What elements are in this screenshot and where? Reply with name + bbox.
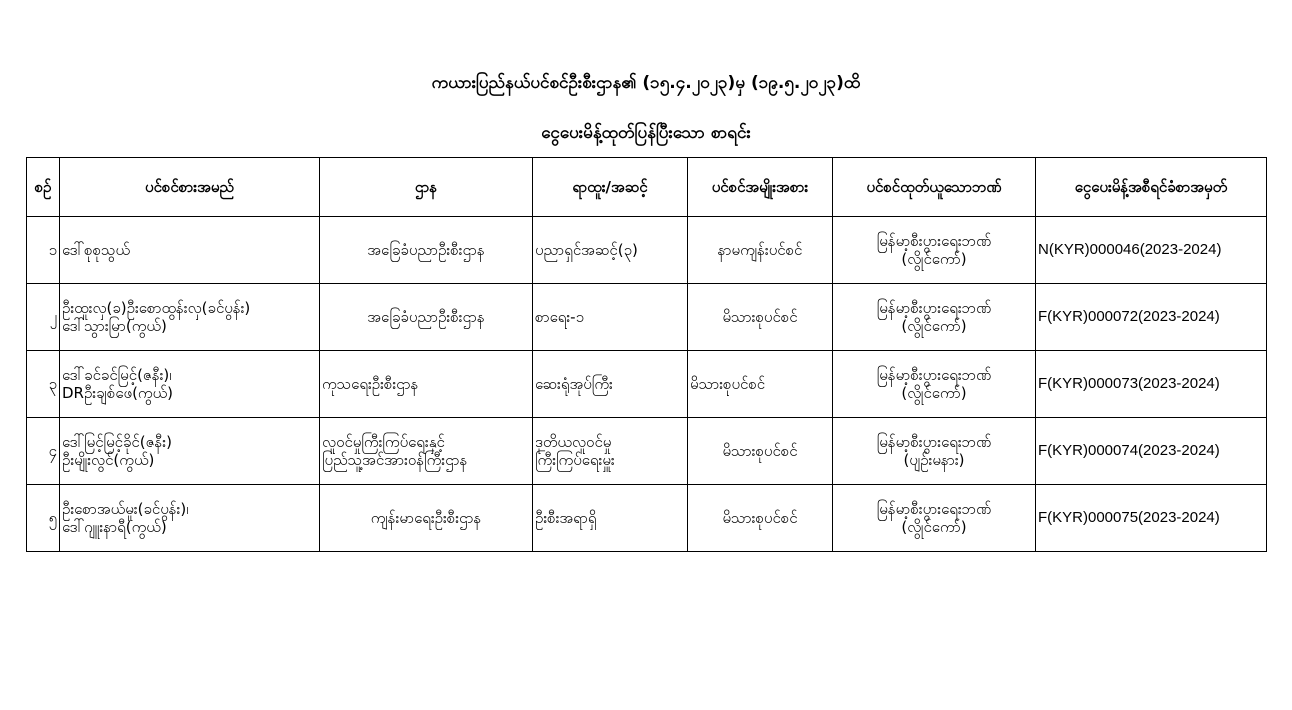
name-line: ဒေါ်သွားမြာ(ကွယ်) [62, 317, 167, 335]
row-bank [833, 418, 1036, 485]
row-position [533, 284, 688, 351]
bank-branch-line: (လွိုင်ကော်) [901, 518, 967, 536]
row-bank [833, 217, 1036, 284]
row-no: ၁ [27, 217, 60, 284]
row-position [533, 217, 688, 284]
row-department [320, 284, 533, 351]
name-line: ဒေါ်မြင့်မြင့်ခိုင်(ဇနီး) [62, 433, 172, 451]
header-department: ဌာန [320, 158, 533, 217]
position-line: ဒုတိယလူဝင်မှု [535, 433, 612, 451]
department-line: ကုသရေးဦးစီးဌာန [322, 375, 419, 393]
row-no: ၃ [27, 351, 60, 418]
row-name [60, 418, 320, 485]
position-line: ပညာရှင်အဆင့်(၃) [535, 241, 638, 259]
name-line: ဦးထူးလှ(ခ)ဦးစောထွန်းလှ(ခင်ပွန်း) [62, 299, 251, 317]
header-row [27, 158, 1267, 217]
name-line: ဒေါ်စုစုသွယ် [62, 241, 131, 259]
row-no: ၂ [27, 284, 60, 351]
row-pension-type: မိသားစုပင်စင် [688, 284, 833, 351]
header-position: ရာထူး/အဆင့် [533, 158, 688, 217]
bank-branch-line: (လွိုင်ကော်) [901, 317, 967, 335]
row-report-no: F(KYR)000075(2023-2024) [1036, 485, 1267, 552]
row-department [320, 485, 533, 552]
row-report-no: N(KYR)000046(2023-2024) [1036, 217, 1267, 284]
row-pension-type: မိသားစုပင်စင် [688, 351, 833, 418]
row-report-no: F(KYR)000072(2023-2024) [1036, 284, 1267, 351]
row-report-no: F(KYR)000073(2023-2024) [1036, 351, 1267, 418]
header-no: စဉ် [27, 158, 60, 217]
position-line: ဆေးရုံအုပ်ကြီး [535, 375, 613, 393]
department-line: ကျန်းမာရေးဦးစီးဌာန [370, 509, 482, 527]
department-line: ပြည်သူ့အင်အားဝန်ကြီးဌာန [322, 451, 468, 469]
row-bank [833, 351, 1036, 418]
bank-branch-line: (လွိုင်ကော်) [901, 384, 967, 402]
bank-line: မြန်မာ့စီးပွားရေးဘဏ် [876, 299, 992, 317]
header-report-no: ငွေပေးမိန့်အစီရင်ခံစာအမှတ် [1036, 158, 1267, 217]
department-line: လူဝင်မှုကြီးကြပ်ရေးနှင့် [322, 433, 445, 451]
pension-table [26, 157, 1267, 552]
bank-line: မြန်မာ့စီးပွားရေးဘဏ် [876, 433, 992, 451]
table-row [27, 485, 1267, 552]
row-name [60, 284, 320, 351]
bank-line: မြန်မာ့စီးပွားရေးဘဏ် [876, 232, 992, 250]
name-line: ဒေါ်ဂျူးနာရီ(ကွယ်) [62, 518, 167, 536]
row-department [320, 217, 533, 284]
bank-branch-line: (လွိုင်ကော်) [901, 250, 967, 268]
document-subtitle: ငွေပေးမိန့်ထုတ်ပြန်ပြီးသော စာရင်း [541, 123, 751, 143]
position-line: ဦးစီးအရာရှိ [535, 509, 597, 527]
table-row [27, 284, 1267, 351]
table-row [27, 217, 1267, 284]
row-pension-type: မိသားစုပင်စင် [688, 418, 833, 485]
table-row [27, 351, 1267, 418]
row-position [533, 418, 688, 485]
header-bank: ပင်စင်ထုတ်ယူသောဘဏ် [833, 158, 1036, 217]
document-title: ကယားပြည်နယ်ပင်စင်ဦးစီးဌာန၏ (၁၅.၄.၂၀၂၃)မှ (၁၉.၅.၂၀၂၃)ထိ [431, 73, 861, 93]
header-pension-type: ပင်စင်အမျိုးအစား [688, 158, 833, 217]
row-name [60, 217, 320, 284]
position-line: စာရေး-၁ [535, 308, 585, 326]
row-position [533, 351, 688, 418]
row-no: ၄ [27, 418, 60, 485]
row-pension-type: နာမကျန်းပင်စင် [688, 217, 833, 284]
row-pension-type: မိသားစုပင်စင် [688, 485, 833, 552]
name-line: ဒေါ်ခင်ခင်မြင့်(ဇနီး)၊ [62, 366, 172, 384]
name-line: DRဦးချစ်ဖေ(ကွယ်) [62, 384, 174, 402]
row-name [60, 485, 320, 552]
row-department [320, 418, 533, 485]
row-bank [833, 485, 1036, 552]
row-department [320, 351, 533, 418]
table-row [27, 418, 1267, 485]
department-line: အခြေခံပညာဦးစီးဌာန [367, 241, 485, 259]
bank-line: မြန်မာ့စီးပွားရေးဘဏ် [876, 500, 992, 518]
bank-branch-line: (ပျဉ်းမနား) [903, 451, 965, 469]
row-report-no: F(KYR)000074(2023-2024) [1036, 418, 1267, 485]
row-no: ၅ [27, 485, 60, 552]
row-name [60, 351, 320, 418]
header-name: ပင်စင်စားအမည် [60, 158, 320, 217]
position-line: ကြီးကြပ်ရေးမှူး [535, 451, 615, 469]
department-line: အခြေခံပညာဦးစီးဌာန [367, 308, 485, 326]
bank-line: မြန်မာ့စီးပွားရေးဘဏ် [876, 366, 992, 384]
row-position [533, 485, 688, 552]
row-bank [833, 284, 1036, 351]
name-line: ဦးမျိုးလွင်(ကွယ်) [62, 451, 155, 469]
name-line: ဦးစောအယ်မူး(ခင်ပွန်း)၊ [62, 500, 189, 518]
